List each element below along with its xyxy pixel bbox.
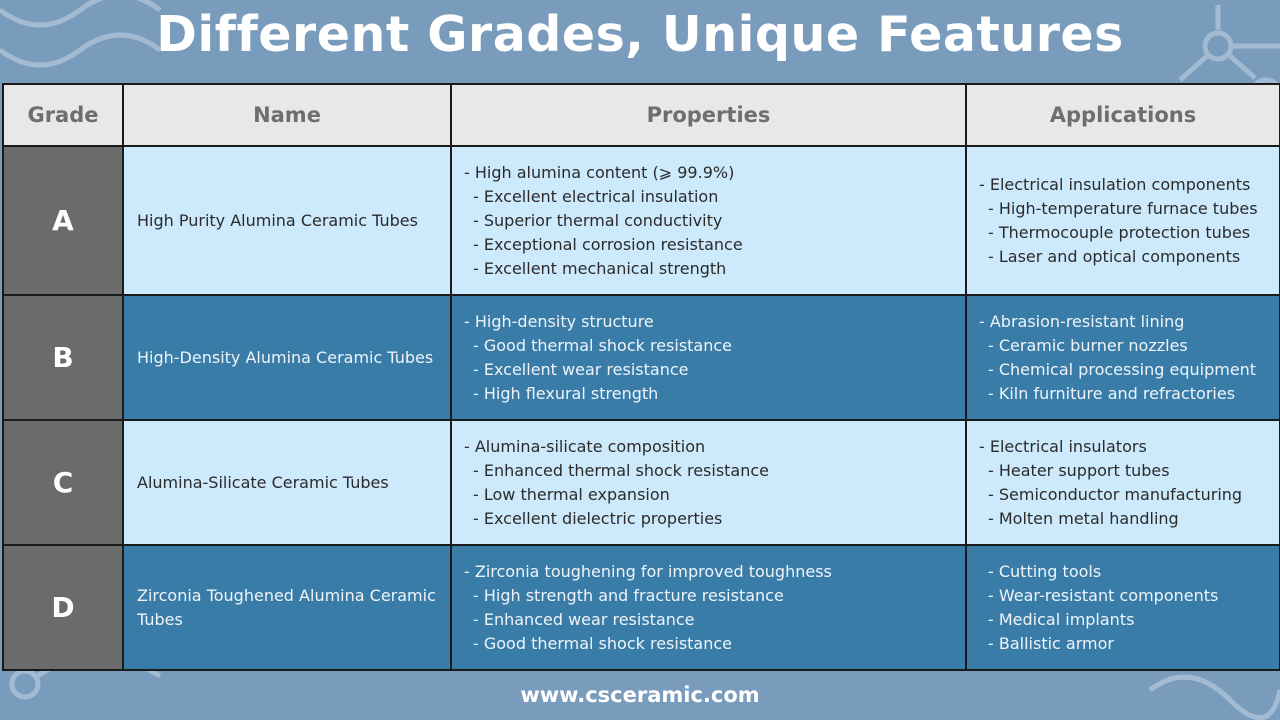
property-item: - Alumina-silicate composition	[464, 436, 706, 456]
properties-cell	[451, 545, 966, 670]
applications-cell	[966, 545, 1280, 670]
grade-cell: D	[3, 545, 123, 670]
grade-cell: B	[3, 295, 123, 420]
header-properties: Properties	[451, 84, 966, 146]
application-item: - Thermocouple protection tubes	[988, 222, 1251, 242]
application-item: - Ballistic armor	[988, 633, 1114, 653]
property-item: - Enhanced thermal shock resistance	[473, 460, 770, 480]
name-cell: High-Density Alumina Ceramic Tubes	[123, 295, 451, 420]
applications-cell	[966, 420, 1280, 545]
application-item: - Cutting tools	[988, 561, 1102, 581]
application-item: - Electrical insulators	[979, 436, 1147, 456]
header-grade: Grade	[3, 84, 123, 146]
grade-cell: C	[3, 420, 123, 545]
table-row	[3, 146, 1280, 295]
application-item: - Heater support tubes	[988, 460, 1170, 480]
property-item: - High alumina content (⩾ 99.9%)	[464, 162, 735, 182]
application-item: - Molten metal handling	[988, 508, 1179, 528]
application-item: - Semiconductor manufacturing	[988, 484, 1243, 504]
page-title: Different Grades, Unique Features	[156, 6, 1124, 63]
property-item: - Exceptional corrosion resistance	[473, 234, 743, 254]
property-item: - Good thermal shock resistance	[473, 335, 733, 355]
property-item: - Low thermal expansion	[473, 484, 670, 504]
header-name: Name	[123, 84, 451, 146]
name-cell: High Purity Alumina Ceramic Tubes	[123, 146, 451, 295]
property-item: - Enhanced wear resistance	[473, 609, 695, 629]
application-item: - Ceramic burner nozzles	[988, 335, 1188, 355]
application-item: - High-temperature furnace tubes	[988, 198, 1258, 218]
properties-cell	[451, 420, 966, 545]
grade-cell: A	[3, 146, 123, 295]
property-item: - High flexural strength	[473, 383, 659, 403]
applications-cell	[966, 146, 1280, 295]
application-item: - Wear-resistant components	[988, 585, 1219, 605]
applications-cell	[966, 295, 1280, 420]
application-item: - Laser and optical components	[988, 246, 1241, 266]
application-item: - Abrasion-resistant lining	[979, 311, 1185, 331]
property-item: - Good thermal shock resistance	[473, 633, 733, 653]
property-item: - Excellent wear resistance	[473, 359, 689, 379]
properties-cell	[451, 295, 966, 420]
table-row	[3, 295, 1280, 420]
property-item: - Excellent dielectric properties	[473, 508, 723, 528]
footer-website: www.csceramic.com	[520, 683, 760, 707]
properties-cell	[451, 146, 966, 295]
application-item: - Medical implants	[988, 609, 1135, 629]
property-item: - High strength and fracture resistance	[473, 585, 784, 605]
table-row	[3, 420, 1280, 545]
application-item: - Chemical processing equipment	[988, 359, 1257, 379]
application-item: - Electrical insulation components	[979, 174, 1251, 194]
property-item: - High-density structure	[464, 311, 654, 331]
property-item: - Excellent mechanical strength	[473, 258, 727, 278]
header-applications: Applications	[966, 84, 1280, 146]
application-item: - Kiln furniture and refractories	[988, 383, 1236, 403]
table-row	[3, 545, 1280, 670]
grades-table	[2, 83, 1280, 671]
property-item: - Superior thermal conductivity	[473, 210, 723, 230]
property-item: - Excellent electrical insulation	[473, 186, 719, 206]
name-cell: Alumina-Silicate Ceramic Tubes	[123, 420, 451, 545]
property-item: - Zirconia toughening for improved toughness	[464, 561, 832, 581]
table-header-row	[3, 84, 1280, 146]
name-cell: Zirconia Toughened Alumina Ceramic Tubes	[123, 545, 451, 670]
